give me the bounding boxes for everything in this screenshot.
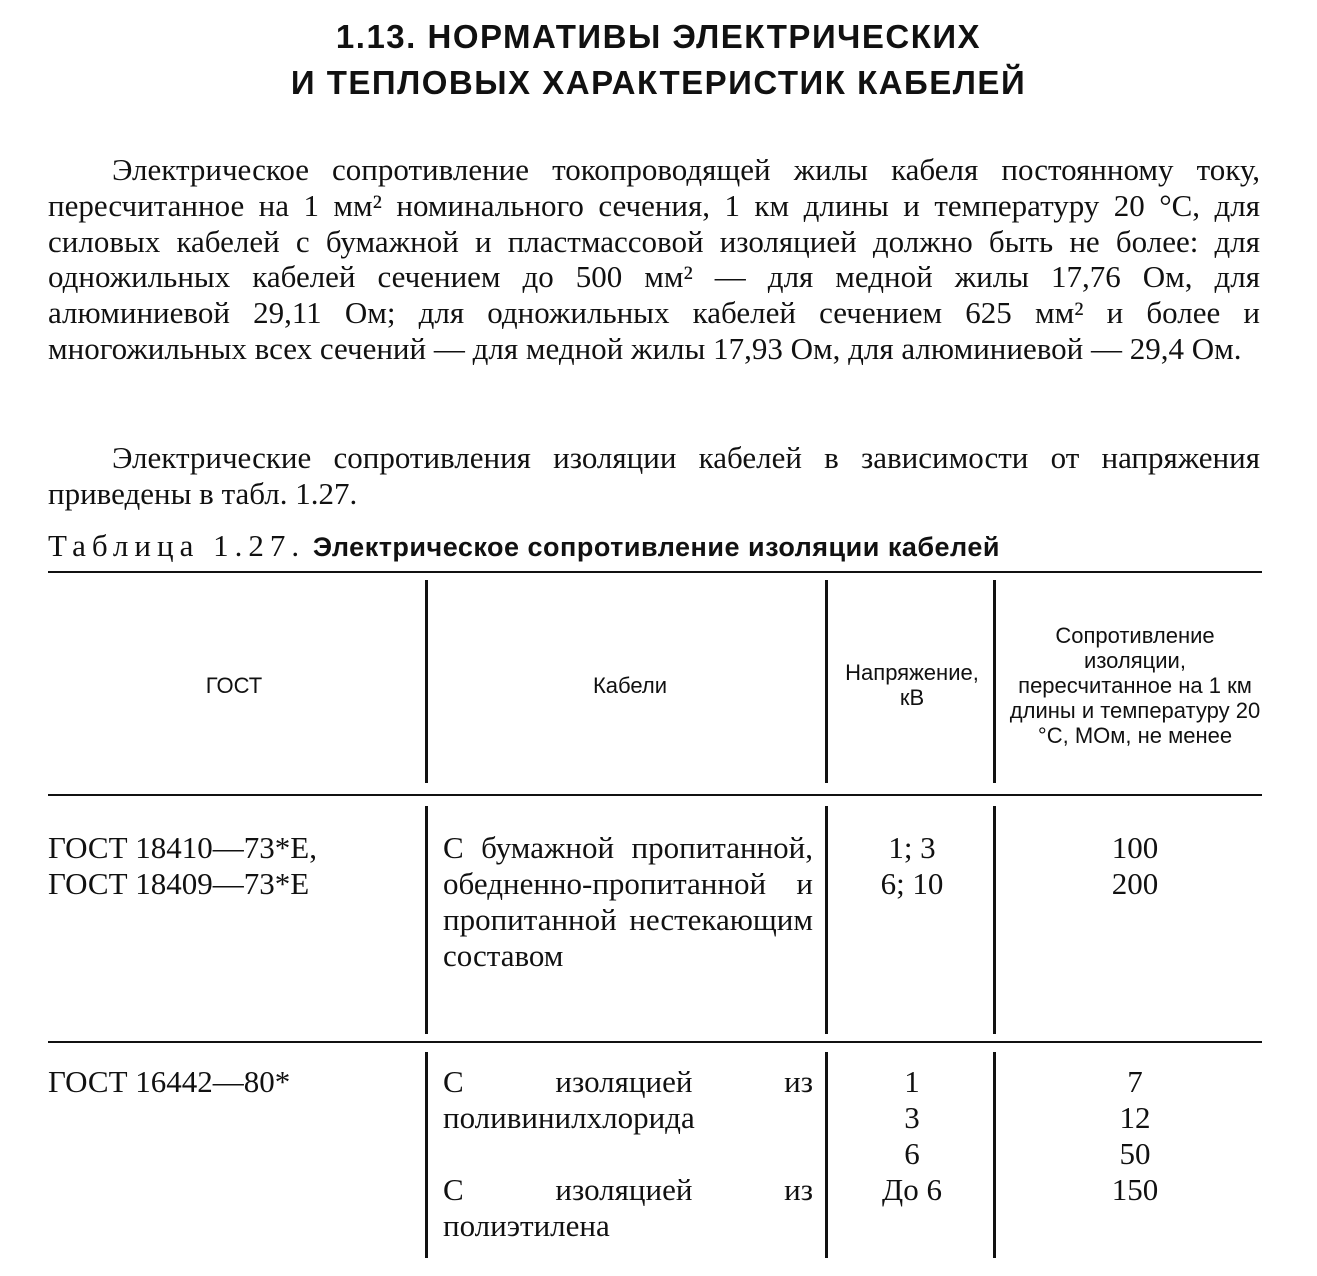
row1-gost-line-1: ГОСТ 18410—73*Е, <box>48 830 317 865</box>
row2-gost-line-1: ГОСТ 16442—80* <box>48 1064 291 1099</box>
row1-divider-2 <box>825 806 828 1034</box>
row2-voltage-4: До 6 <box>882 1172 942 1207</box>
row2-voltage-2: 3 <box>904 1100 920 1135</box>
row2-resistance-1: 7 <box>1127 1064 1143 1099</box>
column-header-gost-text: ГОСТ <box>205 672 263 698</box>
row2-cables <box>443 1064 813 1244</box>
row2-resistance-3: 50 <box>1119 1136 1151 1171</box>
row1-gost-line-2: ГОСТ 18409—73*Е <box>48 866 310 901</box>
row2-divider-3 <box>993 1052 996 1258</box>
row1-voltage-2: 6; 10 <box>880 866 944 901</box>
row1-resistance-1: 100 <box>1111 830 1159 865</box>
header-divider-1 <box>425 580 428 783</box>
column-header-cables-text: Кабели <box>592 672 668 698</box>
paragraph-conductor-resistance: Электрическое сопротивление токопроводящей жилы кабеля постоянному току, пересчитанное на 1 мм² номинального сечения, 1 км длины и температуру 20 °С, для силовых кабелей с бумажной и пластмассовой изоляцией должно быть не более: для одножильных кабелей сечением до 500 мм² — для медной жилы 17,76 Ом, для алюминиевой 29,11 Ом; для одножильных кабелей сечением 625 мм² и более и многожильных всех сечений — для медной жилы 17,93 Ом, для алюминиевой — 29,4 Ом. <box>48 152 1260 366</box>
row1-resistance <box>1008 830 1262 902</box>
column-header-gost <box>48 580 420 790</box>
table-top-rule <box>48 571 1262 573</box>
table-caption-label: Таблица 1.27. <box>48 528 306 563</box>
column-header-voltage-text: Напряжение, кВ <box>845 660 979 710</box>
table-header-rule <box>48 794 1262 796</box>
section-heading-line-2: И ТЕПЛОВЫХ ХАРАКТЕРИСТИК КАБЕЛЕЙ <box>290 64 1027 101</box>
row1-divider-3 <box>993 806 996 1034</box>
section-heading-line-1: 1.13. НОРМАТИВЫ ЭЛЕКТРИЧЕСКИХ <box>335 18 982 55</box>
row1-divider-1 <box>425 806 428 1034</box>
header-divider-3 <box>993 580 996 783</box>
section-heading <box>0 14 1317 106</box>
column-header-voltage <box>836 580 988 790</box>
column-header-resistance <box>1008 580 1262 790</box>
row2-voltage-3: 6 <box>904 1136 920 1171</box>
row2-gost <box>48 1064 420 1100</box>
row2-resistance-4: 150 <box>1111 1172 1159 1207</box>
column-header-resistance-text: Сопротивление изоляции, пересчитанное на 1 км длины и температуру 20 °С, МОм, не менее <box>1009 622 1261 748</box>
row1-cable-type: С бумажной пропитанной, обедненно-пропитанной и пропитанной нестекающим составом <box>443 830 813 973</box>
table-caption-title: Электрическое сопротивление изоляции кабелей <box>312 532 1000 562</box>
row2-voltage-1: 1 <box>904 1064 920 1099</box>
row1-voltage-1: 1; 3 <box>888 830 936 865</box>
row1-voltage <box>836 830 988 902</box>
row1-gost <box>48 830 420 902</box>
table-row-rule <box>48 1041 1262 1043</box>
table-caption <box>48 526 1260 567</box>
row2-resistance <box>1008 1064 1262 1208</box>
row2-voltage <box>836 1064 988 1208</box>
row2-cable-type-2: С изоляцией из полиэтилена <box>443 1172 813 1243</box>
paragraph-insulation-reference: Электрические сопротивления изоляции кабелей в зависимости от напряжения приведены в табл. 1.27. <box>48 440 1260 511</box>
row1-cables <box>443 830 813 974</box>
row2-divider-1 <box>425 1052 428 1258</box>
header-divider-2 <box>825 580 828 783</box>
row2-resistance-2: 12 <box>1119 1100 1151 1135</box>
column-header-cables <box>440 580 820 790</box>
row2-cable-type-1: С изоляцией из поливинилхлорида <box>443 1064 813 1135</box>
row1-resistance-2: 200 <box>1111 866 1159 901</box>
row2-divider-2 <box>825 1052 828 1258</box>
